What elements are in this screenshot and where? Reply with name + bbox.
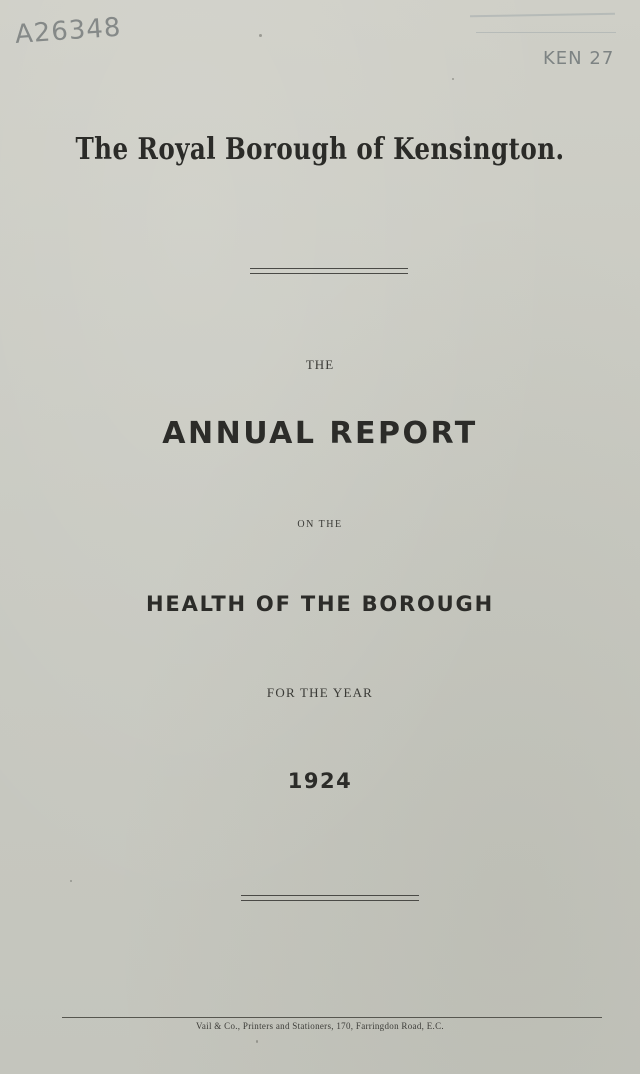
subject-title: HEALTH OF THE BOROUGH xyxy=(146,592,494,616)
faded-handwriting-mark xyxy=(470,4,620,28)
report-title: ANNUAL REPORT xyxy=(162,416,478,451)
paper-speck xyxy=(452,78,454,80)
footer-rule xyxy=(62,1017,602,1018)
handwritten-catalog-code: KEN 27 xyxy=(543,48,615,69)
paper-speck xyxy=(259,34,262,37)
printer-imprint: Vail & Co., Printers and Stationers, 170, Farringdon Road, E.C. xyxy=(196,1021,444,1031)
paper-speck xyxy=(70,880,72,882)
paper-speck xyxy=(256,1040,258,1043)
report-year: 1924 xyxy=(287,769,353,793)
on-the-label: ON THE xyxy=(297,519,343,530)
borough-title: The Royal Borough of Kensington. xyxy=(75,132,565,167)
bottom-double-rule xyxy=(241,895,419,901)
for-year-label: FOR THE YEAR xyxy=(266,685,374,700)
the-label: THE xyxy=(305,357,335,372)
top-double-rule xyxy=(250,268,408,274)
handwritten-accession-number: A26348 xyxy=(14,12,123,50)
